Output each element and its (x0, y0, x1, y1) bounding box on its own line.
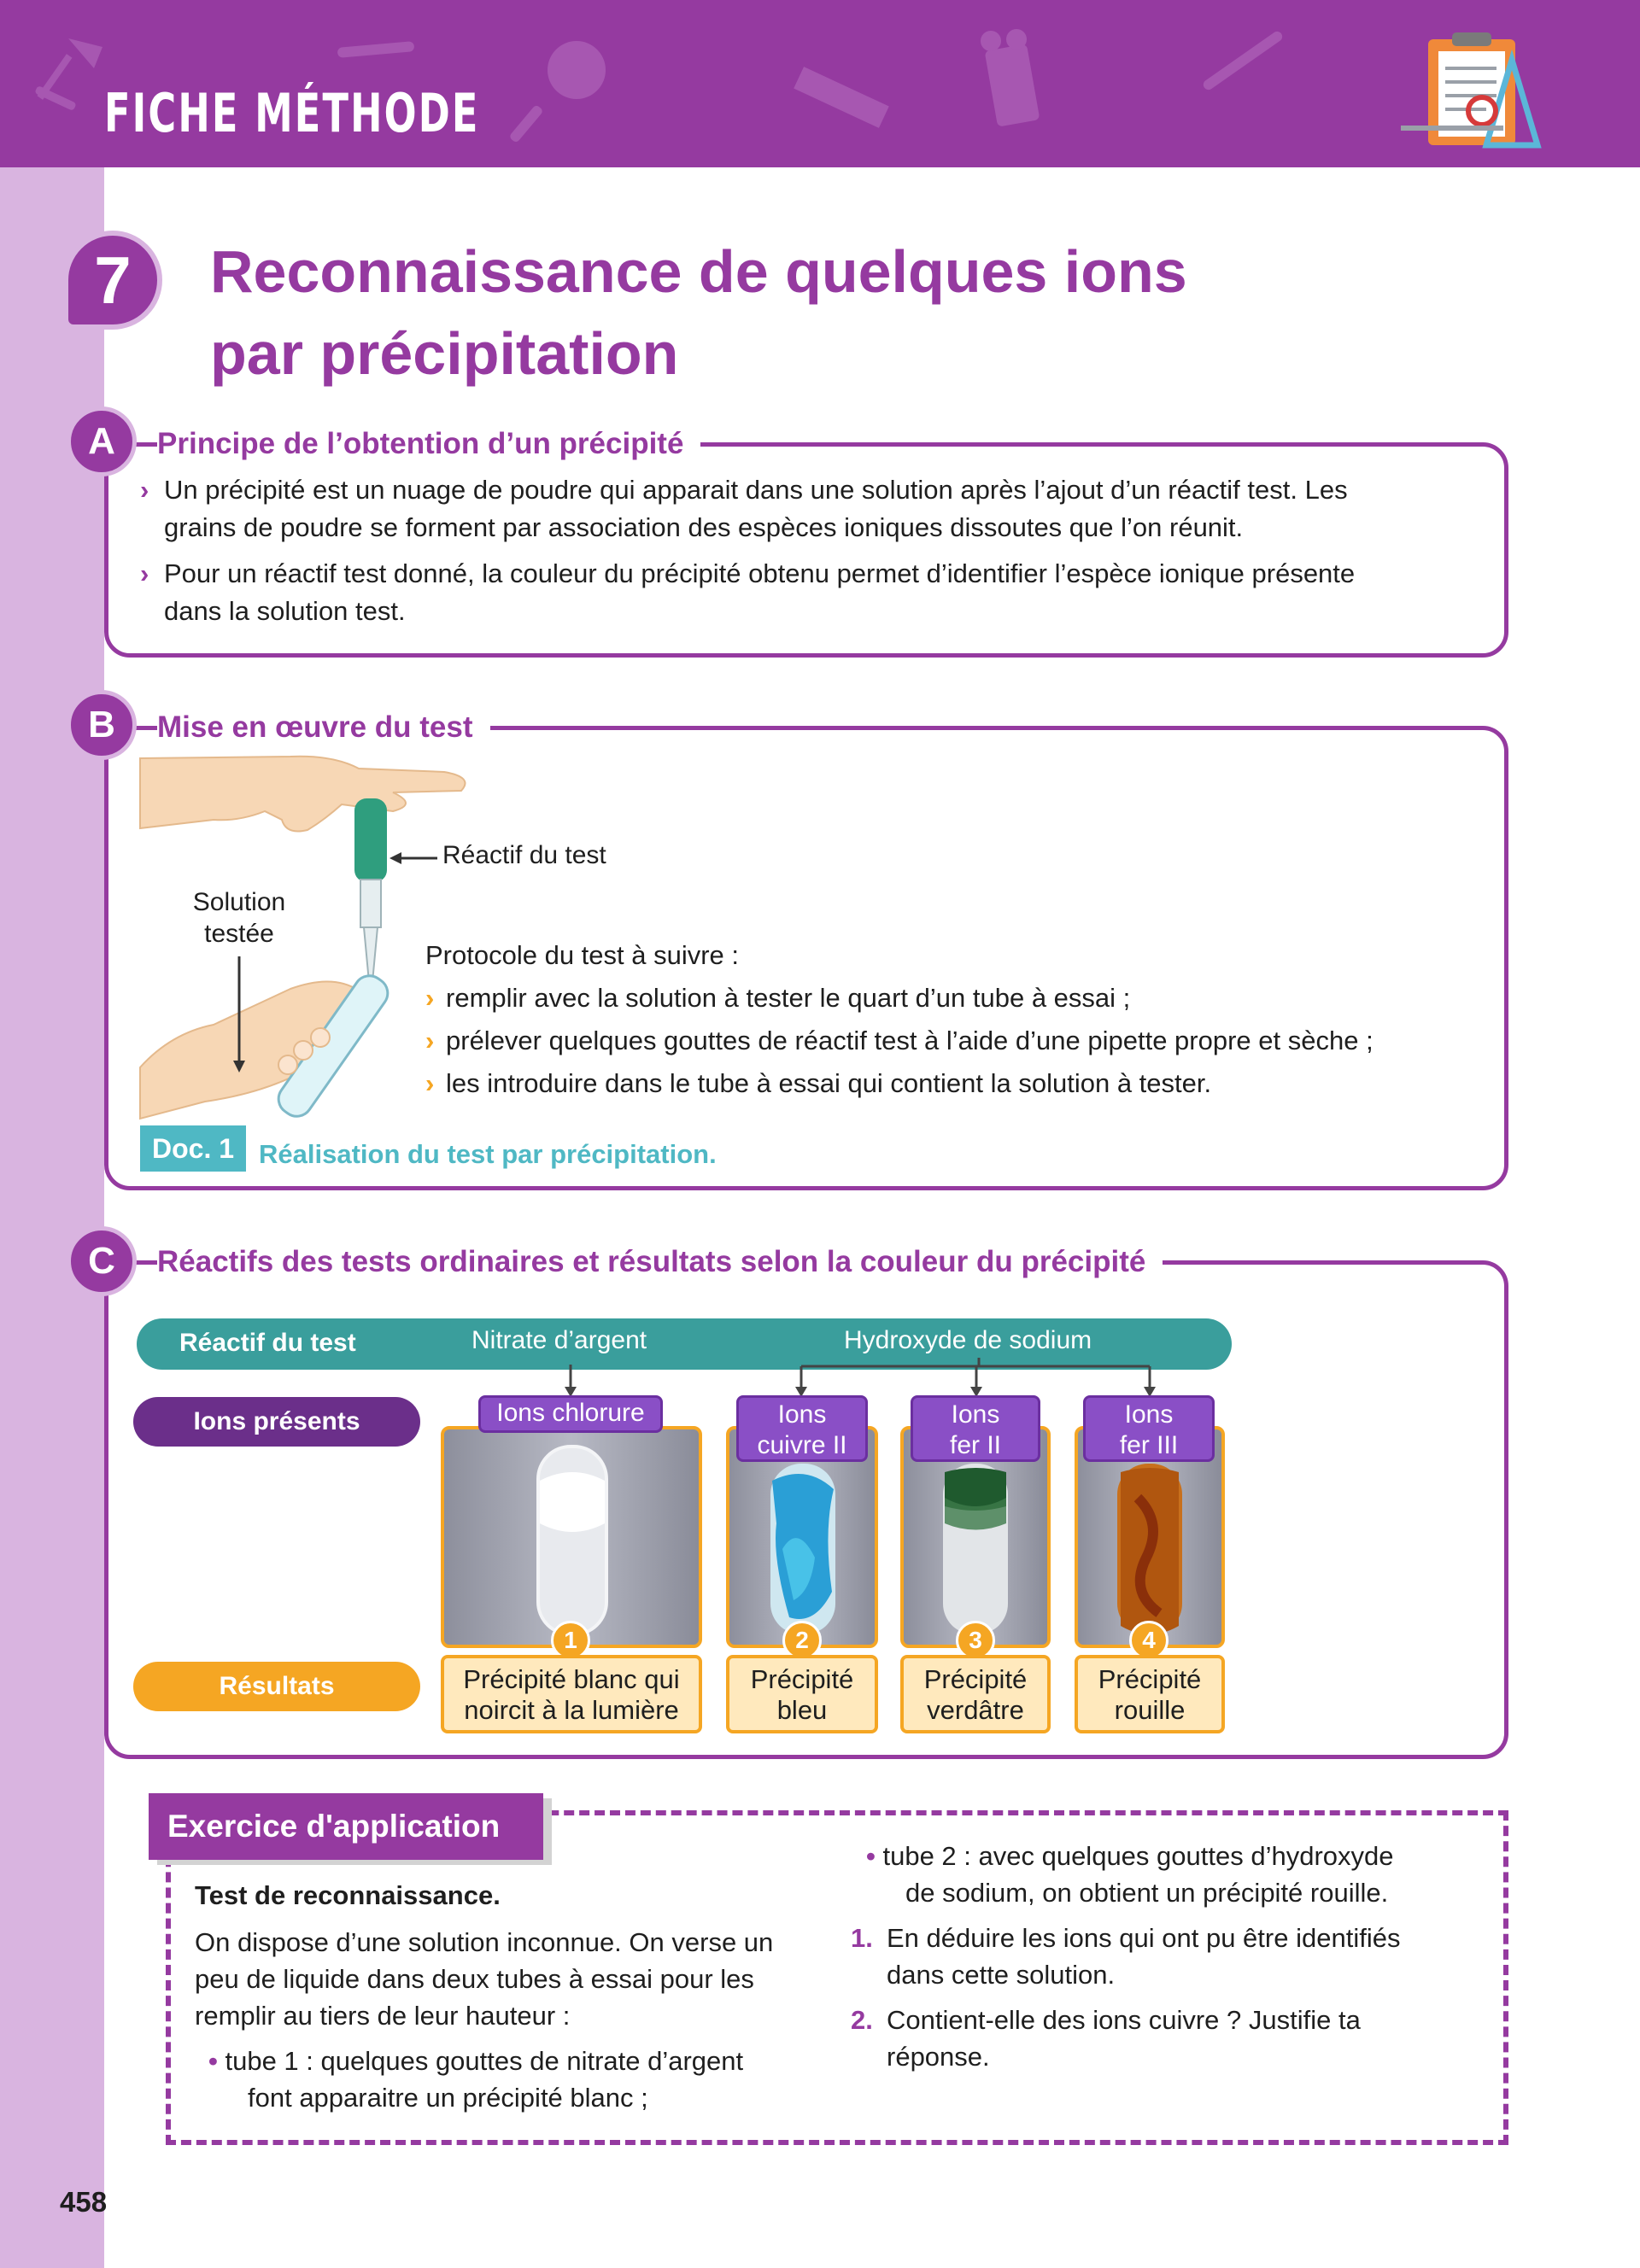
ion-chloride-box: Ions chlorure (478, 1395, 663, 1433)
left-sidebar-band (0, 167, 104, 2268)
ion-copper-box: Ions cuivre II (736, 1395, 868, 1462)
reagent-row-label: Réactif du test (179, 1329, 356, 1357)
exercise-question-2: 2. Contient-elle des ions cuivre ? Justifie ta (851, 2005, 1361, 2035)
result-number-3: 3 (956, 1621, 995, 1660)
result-white-precipitate: Précipité blanc qui noircit à la lumière (441, 1655, 702, 1733)
exercise-tube-1: • tube 1 : quelques gouttes de nitrate d’argent (208, 2046, 744, 2076)
pipette-tip-icon (364, 927, 378, 982)
section-b-title: Mise en œuvre du test (157, 710, 490, 745)
chapter-number-badge: 7 (63, 231, 162, 330)
page-title (210, 231, 1321, 395)
doc-tag: Doc. 1 (140, 1125, 246, 1172)
page-number: 458 (60, 2186, 108, 2218)
section-a-bullet: › Un précipité est un nuage de poudre qui apparait dans une solution après l’ajout d’un réactif test. Les grains de poudre se forment par association des espèces ioniques dissoutes que l’on réunit. (140, 471, 1498, 547)
result-green-precipitate: Précipité verdâtre (900, 1655, 1051, 1733)
page-title-line-1: Reconnaissance de quelques ions (210, 238, 1187, 305)
pencil-icon (337, 41, 415, 58)
exercise-heading: Test de reconnaissance. (195, 1880, 501, 1910)
section-c-letter: C (67, 1226, 137, 1296)
upper-hand-icon (140, 757, 466, 832)
protocol-step: › remplir avec la solution à tester le quart d’un tube à essai ; (425, 977, 1485, 1020)
protocol-step: › les introduire dans le tube à essai qui contient la solution à tester. (425, 1062, 1485, 1105)
pencil-cup-icon (981, 29, 1040, 127)
label-tested-solution: Solution testée (192, 888, 286, 948)
result-blue-precipitate: Précipité bleu (726, 1655, 878, 1733)
exercise-left-column: Test de reconnaissance. On dispose d’une solution inconnue. On verse un peu de liquide dans deux tubes à essai pour les remplir au tiers de leur hauteur : • tube 1 : quelques gouttes de nitrate d’argent font apparaitre un précipité blanc ; (195, 1877, 844, 2116)
ion-iron-iii-box: Ions fer III (1083, 1395, 1215, 1462)
chevron-right-icon: › (425, 1068, 435, 1098)
result-rust-precipitate: Précipité rouille (1075, 1655, 1225, 1733)
magnifier-icon (508, 41, 606, 143)
chevron-right-icon: › (140, 558, 149, 588)
reagent-silver-nitrate: Nitrate d’argent (472, 1326, 647, 1354)
header-title: FICHE MÉTHODE (104, 82, 480, 144)
exercise-right-column: • tube 2 : avec quelques gouttes d’hydroxyde de sodium, on obtient un précipité rouille. 1. En déduire les ions qui ont pu être identifiés dans cette solution. 2. Contient-elle des ions cuivre ? Justifie ta réponse. (851, 1838, 1483, 2075)
label-reagent: Réactif du test (442, 841, 606, 869)
result-number-2: 2 (782, 1621, 822, 1660)
protocol-intro: Protocole du test à suivre : (425, 940, 740, 970)
test-tube-white-precipitate-icon (444, 1429, 699, 1645)
section-a-letter: A (67, 406, 137, 476)
result-number-1: 1 (551, 1621, 590, 1660)
protocol-block (425, 934, 1485, 1105)
section-c-title: Réactifs des tests ordinaires et résultats selon la couleur du précipité (157, 1245, 1163, 1279)
chevron-right-icon: › (140, 475, 149, 505)
section-a-bullet: › Pour un réactif test donné, la couleur du précipité obtenu permet d’identifier l’espèce ionique présente dans la solution test. (140, 555, 1498, 630)
pipette-bulb-icon (354, 798, 387, 882)
exercise-question-1: 1. En déduire les ions qui ont pu être identifiés (851, 1923, 1401, 1953)
bullet-dot-icon: • (208, 2046, 226, 2076)
section-a-body (140, 471, 1498, 630)
chevron-right-icon: › (425, 983, 435, 1013)
ions-row-label: Ions présents (133, 1397, 420, 1447)
doc-caption: Réalisation du test par précipitation. (259, 1139, 717, 1169)
pen-icon (1202, 30, 1285, 92)
section-b-letter: B (67, 690, 137, 760)
result-number-4: 4 (1129, 1621, 1168, 1660)
ion-iron-ii-box: Ions fer II (911, 1395, 1040, 1462)
protocol-step: › prélever quelques gouttes de réactif test à l’aide d’une pipette propre et sèche ; (425, 1020, 1485, 1062)
desk-lamp-icon (34, 38, 102, 111)
section-a-title: Principe de l’obtention d’un précipité (157, 427, 700, 461)
clipboard-logo-icon (1401, 32, 1538, 145)
bullet-dot-icon: • (866, 1841, 883, 1871)
page-title-line-2: par précipitation (210, 320, 679, 387)
exercise-tube-2: • tube 2 : avec quelques gouttes d’hydroxyde (866, 1841, 1394, 1871)
header-banner (0, 0, 1640, 167)
tube-photo-chloride (441, 1426, 702, 1648)
chevron-right-icon: › (425, 1026, 435, 1055)
results-row-label: Résultats (133, 1662, 420, 1711)
reagent-sodium-hydroxide: Hydroxyde de sodium (844, 1326, 1092, 1354)
reagent-connector-arrows (512, 1358, 1179, 1400)
ruler-icon (794, 67, 889, 128)
exercise-banner: Exercice d'application (149, 1793, 543, 1860)
